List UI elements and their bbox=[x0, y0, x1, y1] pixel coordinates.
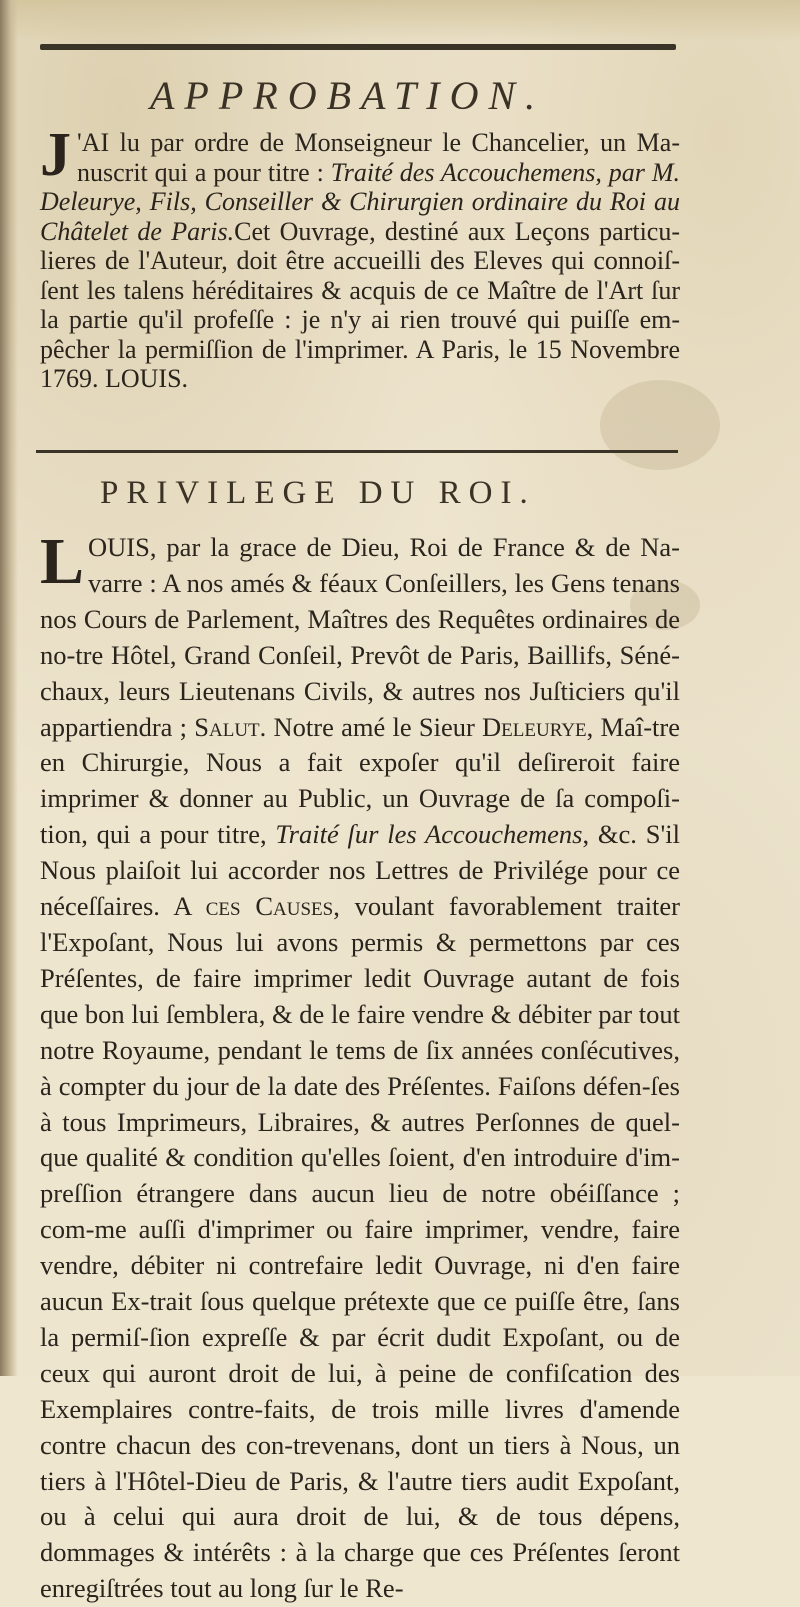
page-top-shading bbox=[0, 0, 800, 42]
privilege-ces-causes: ces Causes bbox=[205, 891, 334, 922]
approbation-dropcap: J bbox=[40, 121, 71, 189]
approbation-text-1: 'AI lu par ordre de Monseigneur le Chancelier, un Ma-nuscrit qui a pour titre : bbox=[77, 128, 680, 187]
privilege-author-name: Deleurye bbox=[482, 711, 587, 742]
privilege-text-3: , Maî-tre en Chirurgie, Nous a fait expoſer qu'il deſireroit faire imprimer & donner au Public, un Ouvrage de ſa compoſi-tion, qui a pour titre, bbox=[40, 711, 680, 850]
privilege-text-5: , voulant favorablement traiter l'Expoſant, Nous lui avons permis & permettons par ces Préſentes, de faire imprimer ledit Ouvrage autant de fois que bon lui ſemblera, & de le faire vendre & débiter par tout notre Royaume, pendant le tems de ſix années conſécutives, à compter du jour de la date des Préſentes. Faiſons défen-ſes à tous Imprimeurs, Libraires, & autres Perſonnes de quel-que qualité & condition qu'elles ſoient, d'en introduire d'im-preſſion étrangere dans aucun lieu de notre obéiſſance ; com-me auſſi d'imprimer ou faire imprimer, vendre, faire vendre, débiter ni contrefaire ledit Ouvrage, ni d'en faire aucun Ex-trait ſous quelque prétexte que ce puiſſe être, ſans la permiſ-ſion expreſſe & par écrit dudit Expoſant, ou de ceux qui auront droit de lui, à peine de confiſcation des Exemplaires contre-faits, de trois mille livres d'amende contre chacun des con-trevenans, dont un tiers à Nous, un tiers à l'Hôtel-Dieu de Paris, & l'autre tiers audit Expoſant, ou à celui qui aura droit de lui, & de tous dépens, dommages & intérêts : à la charge que ces Préſentes ſeront enregiſtrées tout au long ſur le Re- bbox=[40, 891, 681, 1604]
approbation-paragraph bbox=[40, 121, 680, 394]
approbation-heading: APPROBATION. bbox=[150, 73, 546, 118]
privilege-paragraph bbox=[40, 525, 681, 1607]
privilege-salut: Salut bbox=[194, 711, 260, 742]
page-binding-edge bbox=[0, 0, 18, 1376]
approbation-text-2: Cet Ouvrage, destiné aux Leçons particu-lieres de l'Auteur, doit être accueilli des Eleves qui connoiſ-ſent les talens héréditaires & acquis de ce Maître de l'Art ſur la partie qu'il profeſſe : je n'y ai rien trouvé qui puiſſe em-pêcher la permiſſion de l'imprimer. A Paris, le 15 Novembre 1769. LOUIS. bbox=[40, 216, 680, 393]
privilege-heading: PRIVILEGE DU ROI. bbox=[100, 475, 536, 511]
approbation-book-title: Traité des Accouchemens, par M. Deleurye, Fils, Conseiller & Chirurgien ordinaire du Roi au Châtelet de Paris. bbox=[40, 157, 680, 246]
privilege-text-2: . Notre amé le Sieur bbox=[259, 711, 483, 742]
privilege-text-1: OUIS, par la grace de Dieu, Roi de France & de Na-varre : A nos amés & féaux Conſeillers, les Gens tenans nos Cours de Parlement, Maîtres des Requêtes ordinaires de no-tre Hôtel, Grand Conſeil, Prevôt de Paris, Baillifs, Séné-chaux, leurs Lieutenans Civils, & autres nos Juſticiers qu'il appartiendra ; bbox=[40, 532, 680, 742]
paper-stain bbox=[600, 380, 720, 470]
top-rule bbox=[40, 44, 676, 50]
privilege-dropcap: L bbox=[40, 525, 85, 598]
section-rule bbox=[36, 450, 678, 453]
privilege-text-4: , &c. S'il Nous plaiſoit lui accorder nos Lettres de Privilége pour ce néceſſaires. A bbox=[40, 819, 680, 922]
privilege-book-title: Traité ſur les Accouchemens bbox=[275, 819, 583, 850]
